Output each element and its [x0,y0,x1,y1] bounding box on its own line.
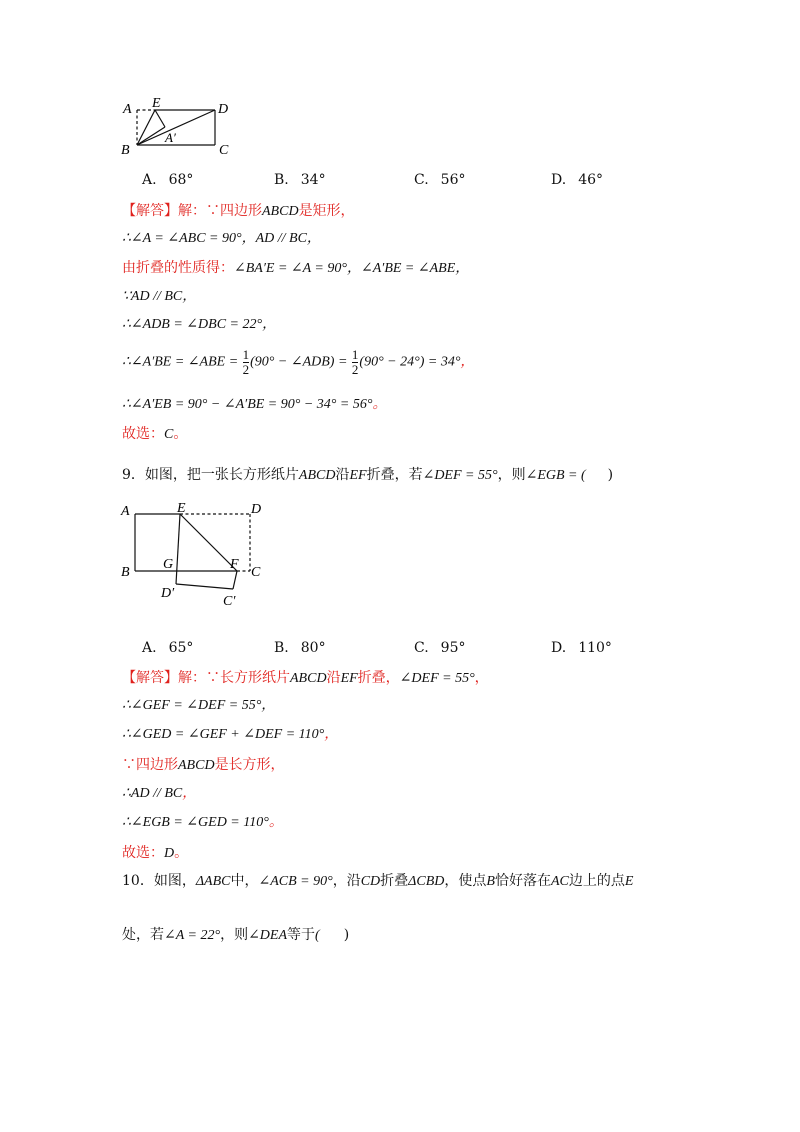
label-E: E [152,96,161,111]
q9-solution-line-6: ∴∠EGB = ∠GED = 110°。 [122,815,283,830]
q8-option-c: C. 56° [414,172,466,188]
label-C: C [219,143,229,158]
label-A: A [121,504,130,519]
label-C: C [251,565,261,580]
label-B: B [121,143,130,158]
q8-option-a: A. 68° [142,172,194,188]
label-D: D [218,102,229,117]
q9-option-d: D. 110° [551,640,612,656]
q9-solution-line-2: ∴∠GEF = ∠DEF = 55°， [122,698,276,713]
label-F: F [230,557,239,572]
label-A: A [123,102,132,117]
q8-solution-line-1: 【解答】解：∵四边形ABCD是矩形， [122,203,355,219]
label-A-prime: A′ [165,130,176,145]
q8-solution-line-3: 由折叠的性质得：∠BA′E = ∠A = 90°，∠A′BE = ∠ABE， [122,260,470,276]
fraction-half: $\frac{1}{2}$ [351,347,359,377]
label-C-prime: C′ [223,594,236,609]
q8-solution-line-6: ∴∠A′BE = ∠ABE = $\frac{1}{2}$ (90° − ∠ADB) = $\frac{1}{2}$ (90° − 24°) = 34°， [122,347,475,377]
q9-option-c: C. 95° [414,640,466,656]
q9-solution-line-5: ∴AD // BC， [122,786,197,801]
answer-tag: 【解答】解： [122,203,206,219]
q9-question: 9．如图，把一张长方形纸片ABCD沿EF折叠，若∠DEF = 55°，则∠EGB = ( ) [122,467,614,483]
q9-option-b: B. 80° [274,640,326,656]
q9-option-a: A. 65° [142,640,194,656]
q8-option-b: B. 34° [274,172,326,188]
q8-solution-line-7: ∴∠A′EB = 90° − ∠A′BE = 90° − 34° = 56°。 [122,397,387,412]
q8-option-d: D. 46° [551,172,604,188]
answer-tag: 【解答】解： [122,670,206,686]
q9-solution-line-1: 【解答】解：∵长方形纸片ABCD沿EF折叠，∠DEF = 55°， [122,670,489,686]
figure-q8-rectangle-fold [115,96,240,160]
q8-solution-line-4: ∵AD // BC， [122,289,197,304]
q10-question-line-2: 处，若∠A = 22°，则∠DEA等于( ) [122,927,350,943]
label-D: D [251,502,262,517]
label-B: B [121,565,130,580]
q9-solution-line-3: ∴∠GED = ∠GEF + ∠DEF = 110°， [122,727,339,742]
fraction-half: $\frac{1}{2}$ [242,347,250,377]
figure-q9-rectangle-fold [113,496,273,614]
q8-solution-line-8: 故选：C。 [122,426,188,442]
q9-solution-line-4: ∵四边形ABCD是长方形， [122,757,285,773]
q9-solution-line-7: 故选：D。 [122,845,189,861]
label-E: E [177,501,186,516]
label-G: G [163,557,174,572]
q8-solution-line-5: ∴∠ADB = ∠DBC = 22°， [122,317,277,332]
label-D-prime: D′ [161,586,175,601]
q10-question-line-1: 10．如图，ΔABC中，∠ACB = 90°，沿CD折叠ΔCBD，使点B恰好落在AC边上的点E [122,873,634,889]
q8-solution-line-2: ∴∠A = ∠ABC = 90°，AD // BC， [122,231,321,246]
